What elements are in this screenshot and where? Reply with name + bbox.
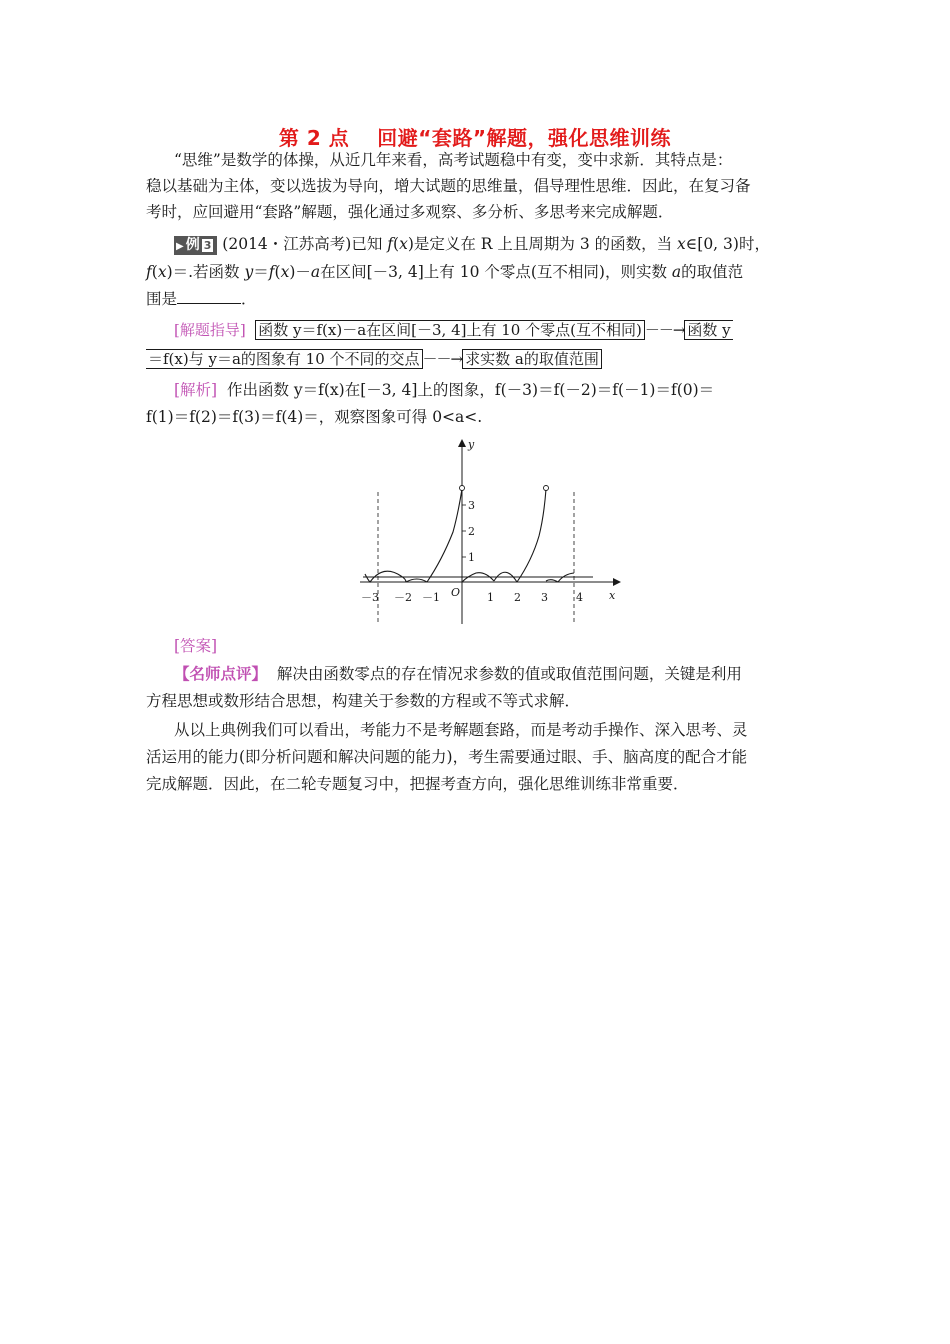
- page-title: [0, 122, 950, 151]
- guide-line-2: [146, 349, 806, 369]
- function-graph: [345, 432, 635, 632]
- curve-period-1-rise: [427, 489, 462, 582]
- answer-line: [174, 636, 834, 656]
- answer-label: [答案]: [174, 637, 218, 655]
- guide-box-1: 函数 y＝f(x)－a在区间[－3, 4]上有 10 个零点(互不相同): [255, 320, 645, 340]
- guide-box-2-end: ＝f(x)与 y＝a的图象有 10 个不同的交点: [146, 349, 423, 369]
- x-tick-label: 2: [514, 591, 521, 604]
- analysis-label: [解析]: [174, 381, 218, 399]
- x-tick-label: －1: [422, 591, 440, 604]
- guide-line-1: [174, 320, 834, 340]
- title-part-2: 回避“套路”解题，强化思维训练: [377, 126, 672, 150]
- guide-arrow-2: －－→: [422, 350, 463, 368]
- comment-label: 【名师点评】: [174, 664, 268, 683]
- y-axis-label: y: [468, 438, 475, 451]
- analysis-line-1: [解析] 作出函数 y＝f(x)在[－3, 4]上的图象，f(－3)＝f(－2)＝f(－1)＝f(0)＝: [174, 381, 715, 399]
- guide-box-3: 求实数 a的取值范围: [462, 349, 602, 369]
- title-part-1: 第 2 点: [278, 126, 350, 150]
- y-tick-label: 3: [468, 499, 475, 512]
- conclusion-line-1: 从以上典例我们可以看出，考能力不是考解题套路，而是考动手操作、深入思考、灵: [174, 721, 748, 739]
- x-tick-label: 4: [576, 591, 583, 604]
- guide-label: [解题指导]: [174, 321, 246, 339]
- x-tick-label: 1: [487, 591, 494, 604]
- x-tick-label: 3: [541, 591, 548, 604]
- curve-period-2-rise: [517, 489, 546, 582]
- open-endpoint-1: [460, 486, 465, 491]
- x-tick-label: －3: [361, 591, 379, 604]
- y-tick-label: 2: [468, 525, 475, 538]
- origin-label: O: [451, 586, 461, 599]
- intro-line-3: 考时，应回避用“套路”解题，强化通过多观察、多分析、多思考来完成解题．: [146, 203, 674, 221]
- guide-arrow-1: －－→: [644, 321, 685, 339]
- x-tick-label: －2: [394, 591, 412, 604]
- open-endpoint-2: [544, 486, 549, 491]
- conclusion-line-3: 完成解题．因此，在二轮专题复习中，把握考查方向，强化思维训练非常重要．: [146, 775, 689, 793]
- intro-line-1: “思维”是数学的体操，从近几年来看，高考试题稳中有变，变中求新．其特点是：: [174, 151, 733, 169]
- x-axis-label: x: [609, 589, 616, 602]
- intro-line-2: 稳以基础为主体，变以选拔为导向，增大试题的思维量，倡导理性思维．因此，在复习备: [146, 177, 751, 195]
- guide-box-2-start: 函数 y: [684, 320, 732, 340]
- y-tick-label: 1: [468, 551, 475, 564]
- comment-line-2: 方程思想或数形结合思想，构建关于参数的方程或不等式求解．: [146, 692, 581, 710]
- example-line-3: 围是 ．: [146, 290, 257, 308]
- example-line-2: f(x)＝.若函数 y＝f(x)－a在区间[－3, 4]上有 10 个零点(互不相同)，则实数 a的取值范: [146, 263, 744, 281]
- analysis-line-2: f(1)＝f(2)＝f(3)＝f(4)＝，观察图象可得 0<a<.: [146, 408, 483, 426]
- conclusion-line-2: 活运用的能力(即分析问题和解决问题的能力)，考生需要通过眼、手、脑高度的配合才能: [146, 748, 748, 766]
- example-badge: ▶ 例 3: [174, 236, 217, 255]
- example-line-1: ▶ 例 3 (2014・江苏高考)已知 f(x)是定义在 R 上且周期为 3 的函数，当 x∈[0, 3)时，: [176, 235, 770, 253]
- curve-period-3-bump-2: [558, 573, 574, 582]
- answer-blank: [177, 289, 241, 304]
- triangle-icon: ▶: [176, 240, 184, 252]
- comment-line-1: 【名师点评】 解决由函数零点的存在情况求参数的值或取值范围问题，关键是利用: [174, 664, 742, 683]
